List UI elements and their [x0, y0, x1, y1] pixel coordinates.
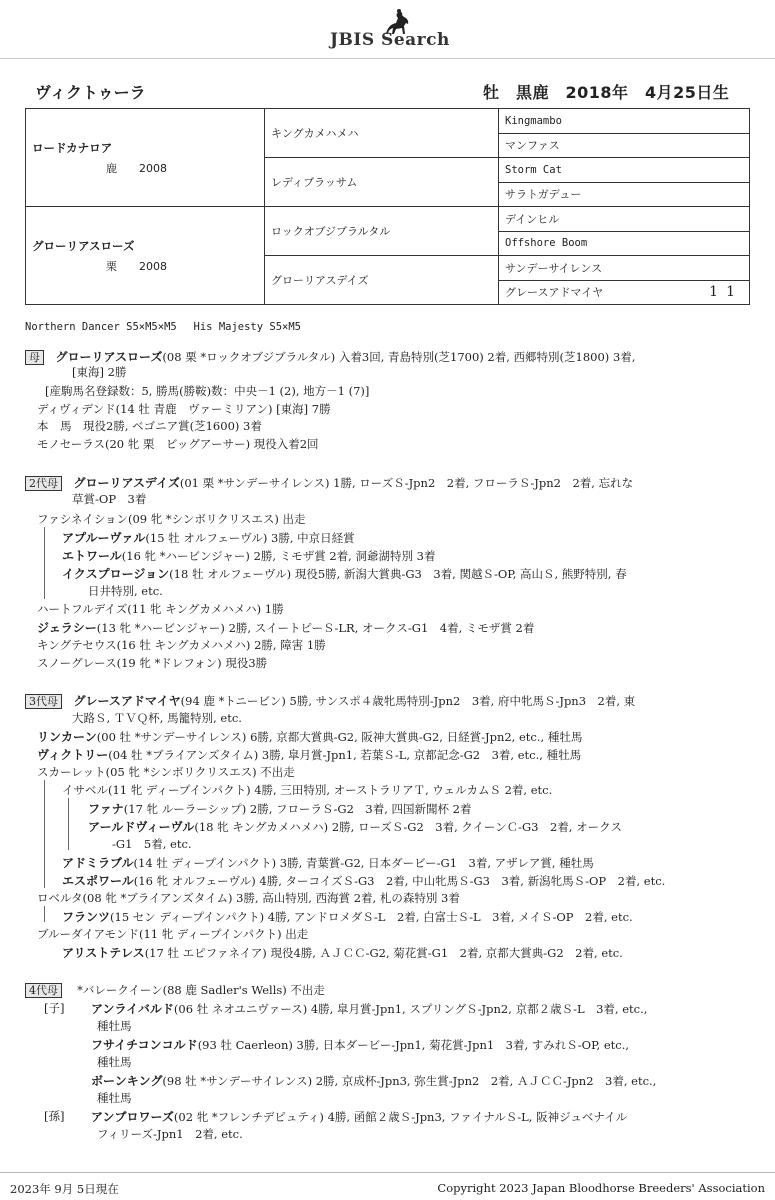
family-line — [25, 692, 635, 709]
family-line — [97, 1090, 132, 1106]
gen3-cell: サラトガデュー — [499, 182, 750, 207]
line-text: (15 牡 オルフェーヴル) 3勝, 中京日経賞 — [145, 531, 355, 545]
line-text: (02 牝 *フレンチデピュティ) 4勝, 函館２歳Ｓ-Jpn3, ファイナルＳ-L, 阪神ジュベナイル — [173, 1110, 628, 1124]
family-line — [62, 565, 627, 582]
line-text: *バレークイーン(88 鹿 Sadler's Wells) 不出走 — [73, 983, 325, 997]
family-line — [72, 710, 242, 726]
line-text: -G1 5着, etc. — [112, 837, 192, 851]
line-text: ブルーダイアモンド(11 牝 ディープインパクト) 出走 — [37, 927, 309, 941]
line-text: 本 馬 現役2勝, ベゴニア賞(芝1600) 3着 — [37, 419, 262, 433]
line-text: 種牡馬 — [97, 1055, 132, 1069]
family-line — [72, 364, 126, 380]
gen3-cell: マンファス — [499, 133, 750, 158]
family-line — [37, 619, 534, 636]
line-text: ハートフルデイズ(11 牝 キングカメハメハ) 1勝 — [37, 602, 284, 616]
horse-link[interactable]: フランツ — [62, 910, 111, 924]
line-text: (04 牡 *ブライアンズタイム) 3勝, 皐月賞-Jpn1, 若葉Ｓ-L, 京都記念-G2 3着, etc., 種牡馬 — [108, 748, 582, 762]
horse-link[interactable]: リンカーン — [37, 730, 97, 744]
family-line — [91, 1036, 629, 1053]
horse-name: ヴィクトゥーラ — [35, 83, 146, 102]
family-line — [44, 1108, 64, 1124]
line-text: [孫] — [44, 1109, 65, 1123]
family-line — [72, 491, 146, 507]
gen3-cell: Storm Cat — [499, 158, 750, 183]
family-line — [88, 818, 622, 835]
horse-link[interactable]: グローリアスデイズ — [73, 476, 180, 490]
horse-link[interactable]: アプルーヴァル — [62, 531, 146, 545]
family-line — [62, 944, 623, 961]
horse-info: 牡 黒鹿 2018年 4月25日生 — [483, 83, 730, 102]
line-text: (14 牡 ディープインパクト) 3勝, 青葉賞-G2, 日本ダービー-G1 3着, アザレア賞, 種牡馬 — [133, 856, 594, 870]
header-divider — [0, 58, 775, 59]
line-text: (16 牝 *ハービンジャー) 2勝, ミモザ賞 2着, 洞爺湖特別 3着 — [121, 549, 436, 563]
dam-cell — [26, 207, 265, 305]
sire-name: ロードカナロア — [32, 140, 113, 155]
gen2-cell: ロックオブジブラルタル — [265, 207, 499, 256]
horse-link[interactable]: イクスプロージョン — [62, 567, 170, 581]
generation-tag: 3代母 — [25, 694, 62, 709]
family-line — [37, 890, 460, 906]
horse-link[interactable]: エトワール — [62, 549, 122, 563]
horse-link[interactable]: アンブロワーズ — [91, 1110, 174, 1124]
gen3-cell: Offshore Boom — [499, 231, 750, 256]
family-line — [37, 764, 295, 780]
family-line — [91, 1072, 656, 1089]
pedigree-table — [25, 108, 750, 305]
line-text: ロベルタ(08 牝 *ブライアンズタイム) 3勝, 高山特別, 西海賞 2着, 札の森特別 3着 — [37, 891, 460, 905]
line-text: (17 牡 エピファネイア) 現役4勝, ＡＪＣＣ-G2, 菊花賞-G1 2着, 京都大賞典-G2 2着, etc. — [144, 946, 623, 960]
family-line — [97, 1018, 132, 1034]
family-line — [37, 401, 331, 417]
line-text: 種牡馬 — [97, 1091, 132, 1105]
dam-name: グローリアスローズ — [32, 238, 135, 253]
line-text: ディヴィデンド(14 牡 青鹿 ヴァーミリアン) [東海] 7勝 — [37, 402, 331, 416]
line-text: ファシネイション(09 牝 *シンボリクリスエス) 出走 — [37, 512, 306, 526]
tree-connector — [44, 780, 45, 888]
gen3-cell: Kingmambo — [499, 109, 750, 134]
family-line — [62, 908, 633, 925]
line-text: (98 牡 *サンデーサイレンス) 2勝, 京成杯-Jpn3, 弥生賞-Jpn2 2着, ＡＪＣＣ-Jpn2 3着, etc., — [162, 1074, 657, 1088]
family-line — [37, 746, 581, 763]
line-text: フィリーズ-Jpn1 2着, etc. — [97, 1127, 243, 1141]
horse-link[interactable]: ヴィクトリー — [37, 748, 109, 762]
line-text: イサベル(11 牝 ディープインパクト) 4勝, 三田特別, オーストラリアＴ, ウェルカムＳ 2着, etc. — [62, 783, 553, 797]
line-text: [産駒馬名登録数：5, 勝馬(勝鞍)数：中央－1 (2), 地方－1 (7)] — [45, 384, 370, 398]
line-text: (13 牝 *ハービンジャー) 2勝, スイートピーＳ-LR, オークス-G1 4着, ミモザ賞 2着 — [96, 621, 535, 635]
family-line — [91, 1000, 647, 1017]
gen2-cell: キングカメハメハ — [265, 109, 499, 158]
family-line — [25, 474, 633, 491]
logo-text: JBIS Search — [330, 30, 450, 50]
jbis-logo — [330, 8, 460, 54]
generation-tag: 4代母 — [25, 983, 62, 998]
sire-sub: 鹿 2008 — [106, 161, 167, 175]
family-line — [25, 982, 325, 998]
horse-link[interactable]: アールドヴィーヴル — [88, 820, 195, 834]
gen3-name: グレースアドマイヤ — [505, 286, 604, 300]
line-text: 草賞-OP 3着 — [72, 492, 147, 506]
tree-connector — [68, 798, 69, 850]
family-line — [37, 436, 319, 452]
line-text: キングテセウス(16 牡 キングカメハメハ) 2勝, 障害 1勝 — [37, 638, 326, 652]
family-line — [97, 1126, 243, 1142]
family-line — [37, 728, 582, 745]
horse-link[interactable]: エスポワール — [62, 874, 134, 888]
family-line — [62, 547, 435, 564]
tree-connector — [44, 527, 45, 599]
line-text: (16 牝 オルフェーヴル) 4勝, ターコイズＳ-G3 2着, 中山牝馬Ｓ-G3 3着, 新潟牝馬Ｓ-OP 2着, etc. — [133, 874, 666, 888]
gen2-cell: レディブラッサム — [265, 158, 499, 207]
family-line — [62, 854, 594, 871]
family-line — [37, 926, 308, 942]
family-line — [45, 383, 369, 399]
horse-link[interactable]: グレースアドマイヤ — [73, 694, 181, 708]
gen3-cell: デインヒル — [499, 207, 750, 232]
sire-cell — [26, 109, 265, 207]
horse-link[interactable]: アドミラブル — [62, 856, 134, 870]
footer-divider — [0, 1172, 775, 1173]
horse-link[interactable]: ファナ — [88, 802, 124, 816]
horse-link[interactable]: ジェラシー — [37, 621, 97, 635]
horse-link[interactable]: フサイチコンコルド — [91, 1038, 198, 1052]
line-text: スカーレット(05 牝 *シンボリクリスエス) 不出走 — [37, 765, 295, 779]
tree-connector — [44, 906, 45, 922]
line-text: (18 牝 キングカメハメハ) 2勝, ローズＳ-G2 3着, クイーンＣ-G3 2着, オークス — [194, 820, 622, 834]
line-text: (06 牡 ネオユニヴァース) 4勝, 皐月賞-Jpn1, スプリングＳ-Jpn2, 京都２歳Ｓ-L 3着, etc., — [173, 1002, 648, 1016]
gen3-cell: サンデーサイレンス — [499, 256, 750, 281]
line-text: (18 牡 オルフェーヴル) 現役5勝, 新潟大賞典-G3 3着, 関越Ｓ-OP, 高山Ｓ, 熊野特別, 春 — [169, 567, 627, 581]
line-text: [子] — [44, 1001, 65, 1015]
family-line — [25, 348, 635, 365]
family-line — [91, 1108, 627, 1125]
family-line — [37, 601, 284, 617]
line-text: (17 牝 ルーラーシップ) 2勝, フローラＳ-G2 3着, 四国新聞杯 2着 — [123, 802, 472, 816]
line-text: モノセーラス(20 牝 栗 ビッグアーサー) 現役入着2回 — [37, 437, 319, 451]
footer-date: 2023年 9月 5日現在 — [10, 1182, 119, 1196]
line-text: (01 栗 *サンデーサイレンス) 1勝, ローズＳ-Jpn2 2着, フローラＳ-Jpn2 2着, 忘れな — [179, 476, 634, 490]
family-line — [62, 529, 355, 546]
family-line — [62, 782, 552, 798]
family-line — [37, 637, 326, 653]
line-text: 日井特別, etc. — [88, 584, 163, 598]
family-line — [44, 1000, 64, 1016]
horse-link[interactable]: グローリアスローズ — [55, 350, 163, 364]
horse-link[interactable]: アリストテレス — [62, 946, 145, 960]
generation-tag: 2代母 — [25, 476, 62, 491]
family-line — [97, 1054, 132, 1070]
family-line — [88, 583, 163, 599]
line-text: (08 栗 *ロックオブジブラルタル) 入着3回, 青島特別(芝1700) 2着, 西郷特別(芝1800) 3着, — [162, 350, 636, 364]
dam-sub: 栗 2008 — [106, 259, 167, 273]
family-line — [37, 511, 306, 527]
family-line — [88, 800, 472, 817]
family-number: 11 — [709, 284, 743, 301]
gen3-cell-last — [499, 280, 750, 305]
line-text: (15 セン ディープインパクト) 4勝, アンドロメダＳ-L 2着, 白富士Ｓ-L 3着, メイＳ-OP 2着, etc. — [110, 910, 633, 924]
family-line — [37, 418, 262, 434]
footer-copyright: Copyright 2023 Japan Bloodhorse Breeders' Association — [437, 1181, 765, 1195]
gen2-cell: グローリアスデイズ — [265, 256, 499, 305]
line-text: 種牡馬 — [97, 1019, 132, 1033]
line-text: [東海] 2勝 — [72, 365, 127, 379]
family-line — [37, 655, 267, 671]
line-text: 大路Ｓ, ＴＶＱ杯, 馬籠特別, etc. — [72, 711, 242, 725]
family-line — [62, 872, 665, 889]
line-text: (93 牡 Caerleon) 3勝, 日本ダービー-Jpn1, 菊花賞-Jpn1 3着, すみれＳ-OP, etc., — [197, 1038, 630, 1052]
line-text: (00 牡 *サンデーサイレンス) 6勝, 京都大賞典-G2, 阪神大賞典-G2, 日経賞-Jpn2, etc., 種牡馬 — [96, 730, 583, 744]
line-text: (94 鹿 *トニービン) 5勝, サンスポ４歳牝馬特別-Jpn2 3着, 府中牝馬Ｓ-Jpn3 2着, 東 — [180, 694, 636, 708]
horse-link[interactable]: アンライバルド — [91, 1002, 174, 1016]
line-text: スノーグレース(19 牝 *ドレフォン) 現役3勝 — [37, 656, 268, 670]
family-line — [112, 836, 192, 852]
inbreeding-note: Northern Dancer S5×M5×M5 His Majesty S5×M5 — [25, 321, 302, 333]
horse-link[interactable]: ボーンキング — [91, 1074, 163, 1088]
generation-tag: 母 — [25, 350, 44, 365]
